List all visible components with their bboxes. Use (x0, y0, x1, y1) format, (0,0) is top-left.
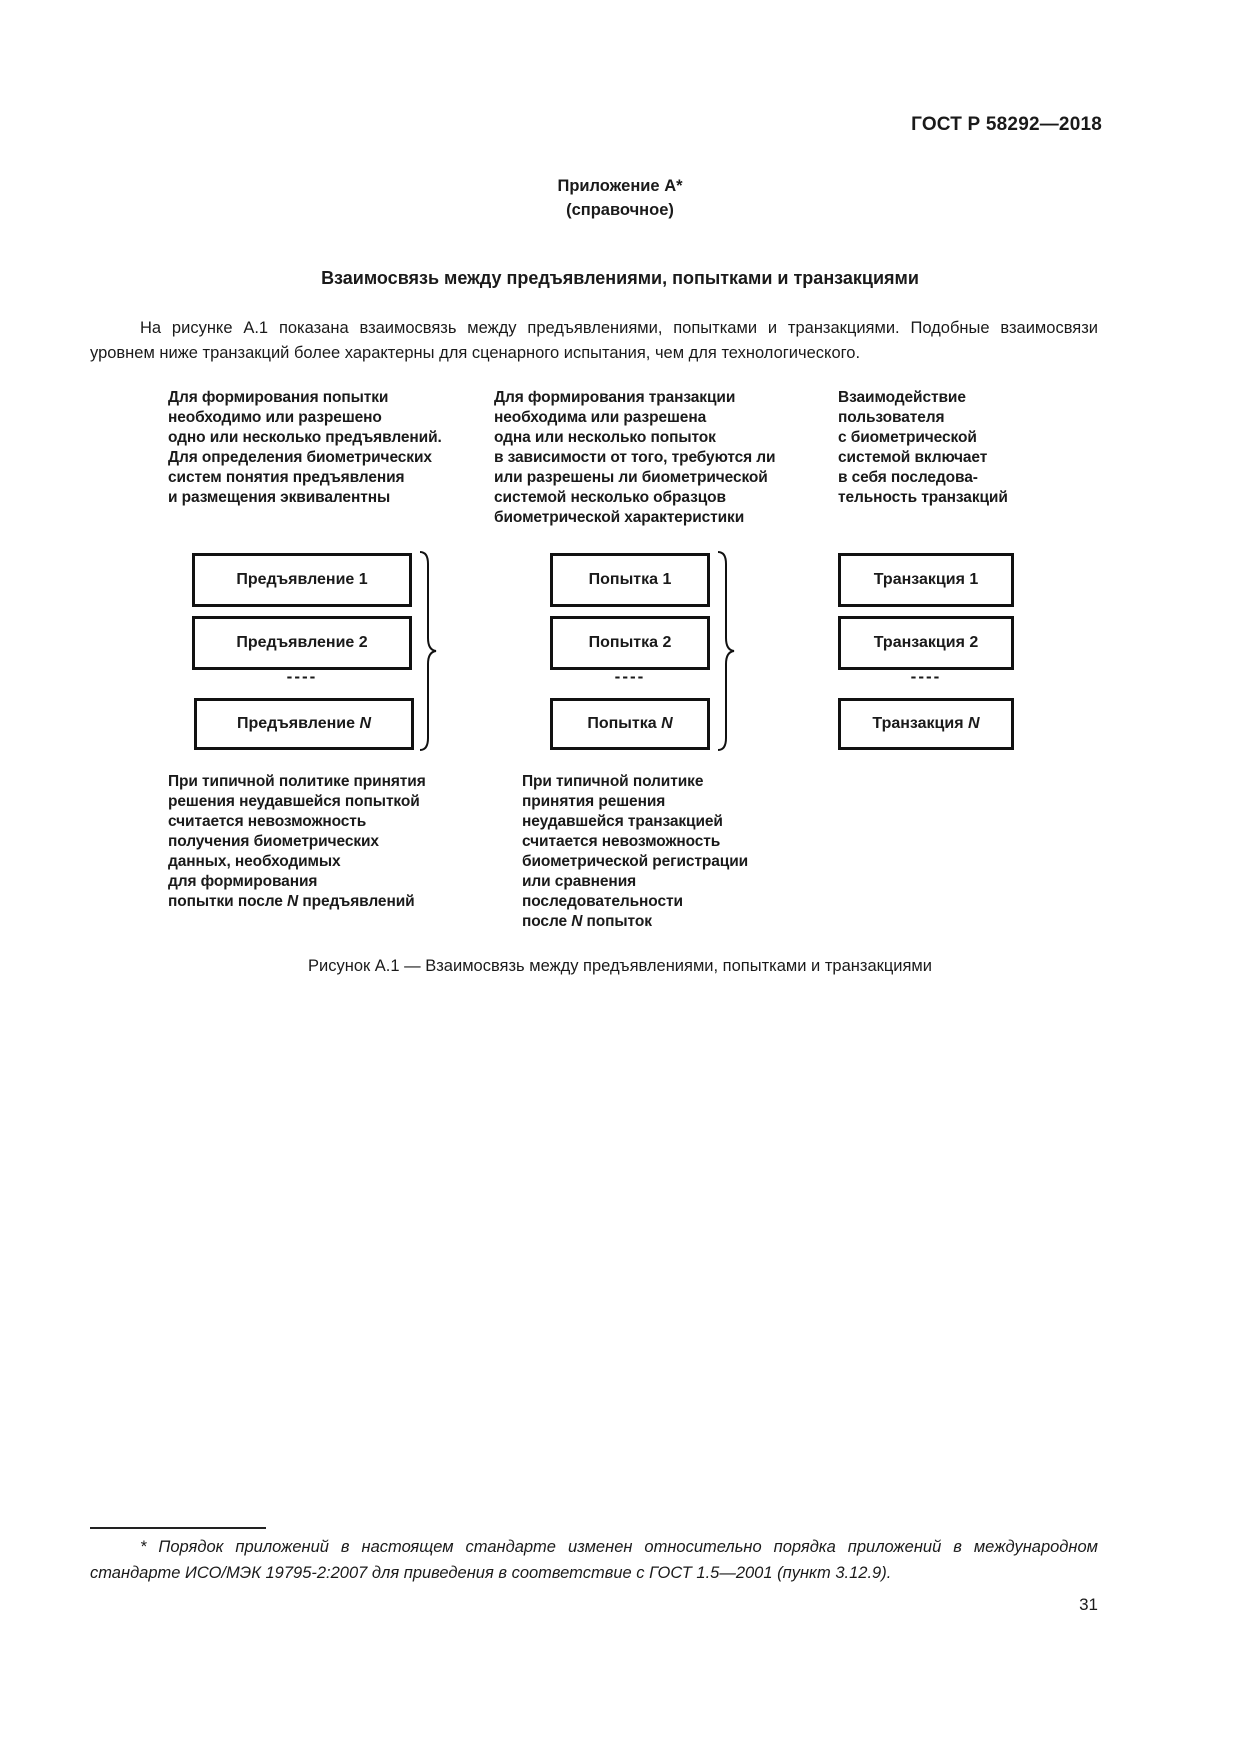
presentation-ellipsis: ---- (286, 667, 318, 686)
bottom-text-attempts-variable: N (571, 913, 583, 930)
annex-title: Приложение А* (557, 177, 683, 195)
attempt-box-1: Попытка 1 (550, 553, 710, 607)
transaction-box-n-label: Транзакция (872, 715, 969, 732)
attempt-box-n (550, 698, 710, 750)
attempt-box-n-variable: N (661, 715, 673, 732)
footnote: * Порядок приложений в настоящем стандарте изменен относительно порядка приложений в международном стандарте ИСО/МЭК 19795-2:2007 для приведения в соответствие с ГОСТ 1.5—2001 (пункт 3.12.9). (90, 1538, 1098, 1582)
bottom-text-attempts-end: попыток (582, 913, 652, 930)
annex-subtitle: (справочное) (566, 201, 674, 219)
presentation-box-1: Предъявление 1 (192, 553, 412, 607)
intro-paragraph: На рисунке А.1 показана взаимосвязь между предъявлениями, попытками и транзакциями. Подобные взаимосвязи уровнем ниже транзакций более характерны для сценарного испытания, чем для технологического. (90, 319, 1098, 362)
attempt-box-2: Попытка 2 (550, 616, 710, 670)
figure-top-text-presentations: Для формирования попытки необходимо или разрешено одно или несколько предъявлений. Для определения биометрических систем понятия предъявления и размещения эквивалентны (168, 389, 442, 506)
attempt-ellipsis: ---- (614, 667, 646, 686)
attempts-brace (716, 550, 738, 752)
transaction-box-n (838, 698, 1014, 750)
page-number: 31 (1079, 1595, 1098, 1614)
document-code: ГОСТ Р 58292—2018 (911, 114, 1102, 135)
bottom-text-attempts-main: При типичной политике принятия решения неудавшейся транзакцией считается невозможность биометрической регистрации или сравнения последовательности после (522, 773, 749, 930)
presentation-box-n-label: Предъявление (237, 715, 360, 732)
figure-bottom-text-presentations (168, 772, 426, 912)
transaction-box-2: Транзакция 2 (838, 616, 1014, 670)
presentations-brace (418, 550, 440, 752)
figure-caption: Рисунок А.1 — Взаимосвязь между предъявлениями, попытками и транзакциями (307, 957, 932, 975)
bottom-text-presentations-variable: N (287, 893, 299, 910)
bottom-text-presentations-main: При типичной политике принятия решения неудавшейся попыткой считается невозможность получения биометрических данных, необходимых для формирования попытки после (168, 773, 426, 910)
footnote-separator (90, 1527, 266, 1529)
figure-top-text-transactions: Взаимодействие пользователя с биометрической системой включает в себя последова- тельность транзакций (838, 389, 1008, 506)
figure-top-text-attempts: Для формирования транзакции необходима или разрешена одна или несколько попыток в зависимости от того, требуются ли или разрешены ли биометрической системой несколько образцов биометрической характеристики (494, 389, 776, 526)
attempt-box-n-label: Попытка (587, 715, 662, 732)
figure-bottom-text-attempts (522, 772, 748, 932)
presentation-box-2: Предъявление 2 (192, 616, 412, 670)
annex-heading (0, 174, 1240, 222)
section-title: Взаимосвязь между предъявлениями, попытками и транзакциями (321, 268, 919, 288)
presentation-box-n (194, 698, 414, 750)
presentation-box-n-variable: N (359, 715, 371, 732)
transaction-box-n-variable: N (968, 715, 980, 732)
bottom-text-presentations-end: предъявлений (298, 893, 415, 910)
transaction-box-1: Транзакция 1 (838, 553, 1014, 607)
transaction-ellipsis: ---- (910, 667, 942, 686)
